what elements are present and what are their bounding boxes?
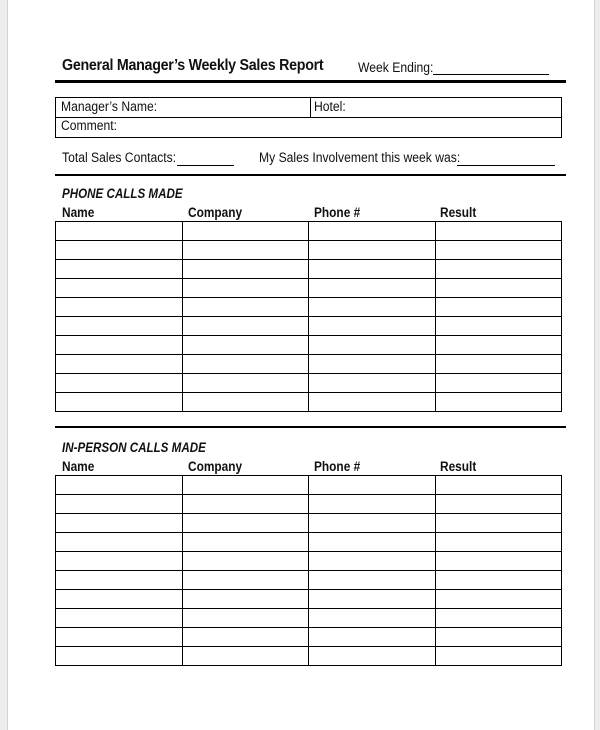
inperson-calls-cell[interactable]: [435, 590, 562, 609]
inperson-calls-cell[interactable]: [435, 533, 562, 552]
inperson-calls-cell[interactable]: [56, 590, 183, 609]
inperson-calls-row: [56, 571, 562, 590]
inperson-calls-cell[interactable]: [182, 571, 309, 590]
phone-calls-cell[interactable]: [309, 374, 436, 393]
inperson-calls-heading: IN-PERSON CALLS MADE: [62, 440, 206, 455]
phone-calls-cell[interactable]: [435, 241, 562, 260]
phone-calls-cell[interactable]: [182, 393, 309, 412]
inperson-calls-cell[interactable]: [435, 647, 562, 666]
inperson-calls-cell[interactable]: [309, 495, 436, 514]
inperson-col-phone: Phone #: [314, 459, 361, 474]
inperson-calls-cell[interactable]: [182, 609, 309, 628]
phone-calls-cell[interactable]: [182, 374, 309, 393]
comment-label: Comment:: [61, 118, 118, 133]
phone-calls-row: [56, 374, 562, 393]
inperson-calls-row: [56, 514, 562, 533]
inperson-calls-row: [56, 609, 562, 628]
phone-calls-cell[interactable]: [435, 336, 562, 355]
phone-calls-row: [56, 393, 562, 412]
phone-calls-cell[interactable]: [182, 241, 309, 260]
inperson-col-result: Result: [440, 459, 477, 474]
inperson-calls-cell[interactable]: [309, 628, 436, 647]
phone-calls-cell[interactable]: [56, 336, 183, 355]
phone-calls-row: [56, 336, 562, 355]
hotel-label: Hotel:: [314, 99, 346, 114]
inperson-calls-cell[interactable]: [182, 590, 309, 609]
info-col-divider: [310, 98, 311, 117]
header-divider: [55, 80, 566, 83]
phone-calls-table: [55, 221, 562, 412]
section-divider: [55, 426, 566, 428]
inperson-calls-cell[interactable]: [309, 647, 436, 666]
phone-col-name: Name: [62, 205, 95, 220]
inperson-calls-cell[interactable]: [435, 514, 562, 533]
inperson-calls-row: [56, 476, 562, 495]
inperson-calls-table: [55, 475, 562, 666]
total-sales-contacts-field[interactable]: [177, 165, 234, 166]
phone-col-phone: Phone #: [314, 205, 361, 220]
inperson-calls-cell[interactable]: [309, 571, 436, 590]
page-title: General Manager’s Weekly Sales Report: [62, 57, 324, 74]
phone-calls-row: [56, 355, 562, 374]
phone-calls-cell[interactable]: [309, 393, 436, 412]
phone-calls-cell[interactable]: [182, 260, 309, 279]
phone-calls-cell[interactable]: [309, 355, 436, 374]
phone-calls-cell[interactable]: [309, 222, 436, 241]
inperson-calls-cell[interactable]: [182, 647, 309, 666]
inperson-calls-cell[interactable]: [56, 571, 183, 590]
phone-calls-row: [56, 241, 562, 260]
inperson-calls-cell[interactable]: [309, 590, 436, 609]
inperson-calls-cell[interactable]: [435, 495, 562, 514]
phone-calls-cell[interactable]: [182, 279, 309, 298]
phone-calls-cell[interactable]: [56, 222, 183, 241]
inperson-calls-cell[interactable]: [182, 552, 309, 571]
phone-calls-cell[interactable]: [309, 298, 436, 317]
inperson-calls-cell[interactable]: [182, 514, 309, 533]
phone-calls-cell[interactable]: [435, 393, 562, 412]
phone-calls-cell[interactable]: [309, 336, 436, 355]
phone-calls-row: [56, 317, 562, 336]
week-ending-field[interactable]: [433, 74, 549, 75]
inperson-calls-cell[interactable]: [56, 628, 183, 647]
inperson-calls-cell[interactable]: [435, 571, 562, 590]
phone-calls-cell[interactable]: [435, 298, 562, 317]
phone-calls-cell[interactable]: [56, 298, 183, 317]
inperson-calls-cell[interactable]: [309, 533, 436, 552]
comment-field[interactable]: [125, 118, 560, 136]
inperson-calls-cell[interactable]: [435, 552, 562, 571]
inperson-calls-row: [56, 590, 562, 609]
inperson-calls-cell[interactable]: [182, 533, 309, 552]
phone-col-result: Result: [440, 205, 477, 220]
inperson-calls-cell[interactable]: [56, 495, 183, 514]
phone-calls-cell[interactable]: [309, 279, 436, 298]
inperson-calls-cell[interactable]: [56, 609, 183, 628]
phone-calls-heading: PHONE CALLS MADE: [62, 186, 183, 201]
hotel-field[interactable]: [312, 98, 560, 117]
phone-calls-cell[interactable]: [435, 355, 562, 374]
phone-calls-cell[interactable]: [182, 355, 309, 374]
phone-calls-cell[interactable]: [56, 374, 183, 393]
sales-involvement-field[interactable]: [457, 165, 555, 166]
phone-calls-cell[interactable]: [182, 336, 309, 355]
phone-calls-row: [56, 298, 562, 317]
phone-calls-cell[interactable]: [182, 298, 309, 317]
phone-calls-row: [56, 279, 562, 298]
inperson-calls-cell[interactable]: [435, 476, 562, 495]
phone-calls-cell[interactable]: [435, 222, 562, 241]
phone-col-company: Company: [188, 205, 243, 220]
phone-calls-cell[interactable]: [435, 317, 562, 336]
phone-calls-cell[interactable]: [309, 241, 436, 260]
total-sales-contacts-label: Total Sales Contacts:: [62, 150, 177, 165]
phone-calls-cell[interactable]: [56, 393, 183, 412]
phone-calls-row: [56, 222, 562, 241]
phone-calls-row: [56, 260, 562, 279]
inperson-calls-cell[interactable]: [435, 609, 562, 628]
sales-involvement-label: My Sales Involvement this week was:: [259, 150, 461, 165]
phone-calls-cell[interactable]: [309, 260, 436, 279]
inperson-col-name: Name: [62, 459, 95, 474]
inperson-calls-cell[interactable]: [309, 514, 436, 533]
phone-calls-cell[interactable]: [435, 279, 562, 298]
inperson-calls-cell[interactable]: [309, 476, 436, 495]
inperson-calls-cell[interactable]: [182, 476, 309, 495]
week-ending-label: Week Ending:: [358, 60, 434, 75]
inperson-calls-cell[interactable]: [56, 533, 183, 552]
manager-name-label: Manager’s Name:: [61, 99, 158, 114]
phone-calls-cell[interactable]: [56, 317, 183, 336]
inperson-calls-cell[interactable]: [309, 552, 436, 571]
manager-name-field[interactable]: [62, 98, 307, 117]
inperson-calls-cell[interactable]: [56, 476, 183, 495]
phone-calls-cell[interactable]: [56, 279, 183, 298]
inperson-calls-cell[interactable]: [56, 514, 183, 533]
inperson-calls-row: [56, 647, 562, 666]
inperson-calls-row: [56, 552, 562, 571]
phone-calls-cell[interactable]: [309, 317, 436, 336]
summary-divider: [55, 174, 566, 176]
phone-calls-cell[interactable]: [435, 374, 562, 393]
phone-calls-cell[interactable]: [56, 241, 183, 260]
phone-calls-cell[interactable]: [435, 260, 562, 279]
phone-calls-cell[interactable]: [182, 317, 309, 336]
phone-calls-cell[interactable]: [182, 222, 309, 241]
inperson-calls-cell[interactable]: [182, 495, 309, 514]
phone-calls-cell[interactable]: [56, 260, 183, 279]
inperson-calls-row: [56, 495, 562, 514]
inperson-calls-cell[interactable]: [309, 609, 436, 628]
inperson-calls-cell[interactable]: [435, 628, 562, 647]
inperson-calls-cell[interactable]: [56, 647, 183, 666]
inperson-col-company: Company: [188, 459, 243, 474]
phone-calls-cell[interactable]: [56, 355, 183, 374]
inperson-calls-cell[interactable]: [182, 628, 309, 647]
inperson-calls-row: [56, 628, 562, 647]
inperson-calls-cell[interactable]: [56, 552, 183, 571]
inperson-calls-row: [56, 533, 562, 552]
